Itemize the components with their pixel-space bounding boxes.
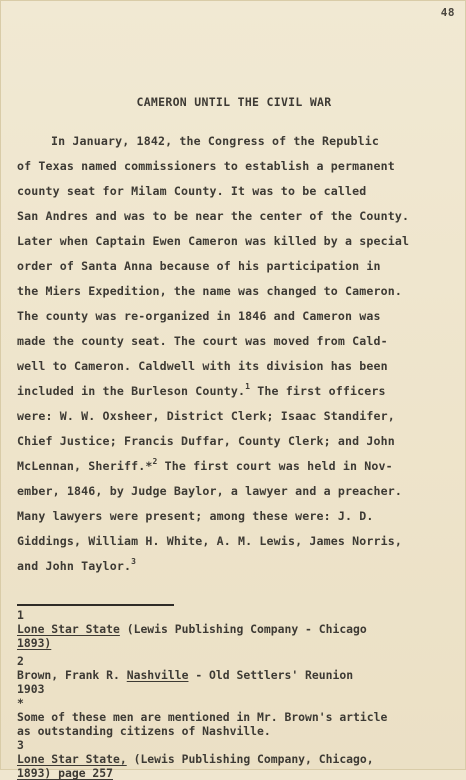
text-line: The county was re-organized in 1846 and Cameron was <box>17 309 381 323</box>
footnote-marker-2: 2 <box>17 654 24 668</box>
footnote-3 <box>17 752 457 766</box>
footnote-2-text: - Old Settlers' Reunion <box>188 668 354 682</box>
page-number: 48 <box>440 6 455 19</box>
footnote-star-line: Some of these men are mentioned in Mr. Brown's article <box>17 710 388 724</box>
text-segment: The first court was held in Nov- <box>157 459 393 473</box>
text-line: Many lawyers were present; among these were: J. D. <box>17 509 374 523</box>
footnote-1-year: 1893) <box>17 636 52 650</box>
page-title: CAMERON UNTIL THE CIVIL WAR <box>136 95 332 109</box>
footnote-1 <box>17 622 457 636</box>
footnote-2-year: 1903 <box>17 682 45 696</box>
text-line: order of Santa Anna because of his participation in <box>17 259 381 273</box>
text-line <box>17 454 457 479</box>
text-line: county seat for Milam County. It was to be called <box>17 184 367 198</box>
footnote-2 <box>17 668 457 682</box>
text-line <box>17 554 457 579</box>
text-segment: The first officers <box>250 384 386 398</box>
footnote-3-year: 1893) page 257 <box>17 766 114 780</box>
text-line: the Miers Expedition, the name was changed to Cameron. <box>17 284 403 298</box>
footnote-1-text: (Lewis Publishing Company - Chicago <box>119 622 367 636</box>
footnote-divider <box>17 604 174 606</box>
text-line: Later when Captain Ewen Cameron was killed by a special <box>17 234 410 248</box>
body-text <box>17 129 457 579</box>
text-line: well to Cameron. Caldwell with its division has been <box>17 359 388 373</box>
text-segment: McLennan, Sheriff.* <box>17 459 153 473</box>
text-line: San Andres and was to be near the center of the County. <box>17 209 410 223</box>
text-line: ember, 1846, by Judge Baylor, a lawyer and a preacher. <box>17 484 403 498</box>
footnote-2-title: Nashville <box>126 668 189 682</box>
footnotes <box>17 608 457 780</box>
footnote-ref-1: 1 <box>245 382 251 391</box>
footnote-3-title: Lone Star State, <box>17 752 127 766</box>
text-line: Chief Justice; Francis Duffar, County Clerk; and John <box>17 434 395 448</box>
text-line: of Texas named commissioners to establish a permanent <box>17 159 395 173</box>
footnote-marker-star: * <box>17 696 24 710</box>
footnote-marker-3: 3 <box>17 738 24 752</box>
text-line: made the county seat. The court was moved from Cald- <box>17 334 388 348</box>
footnote-1-title: Lone Star State <box>17 622 120 636</box>
text-line <box>17 379 457 404</box>
text-line: were: W. W. Oxsheer, District Clerk; Isaac Standifer, <box>17 409 395 423</box>
text-segment: included in the Burleson County. <box>17 384 246 398</box>
footnote-star-line: as outstanding citizens of Nashville. <box>17 724 271 738</box>
text-line: Giddings, William H. White, A. M. Lewis, James Norris, <box>17 534 403 548</box>
footnote-2-author: Brown, Frank R. <box>17 668 127 682</box>
footnote-ref-2: 2 <box>152 457 158 466</box>
footnote-3-text: (Lewis Publishing Company, Chicago, <box>126 752 374 766</box>
text-line: In January, 1842, the Congress of the Republic <box>51 134 379 148</box>
footnote-marker-1: 1 <box>17 608 24 622</box>
footnote-ref-3: 3 <box>131 557 137 566</box>
text-segment: and John Taylor. <box>17 559 132 573</box>
